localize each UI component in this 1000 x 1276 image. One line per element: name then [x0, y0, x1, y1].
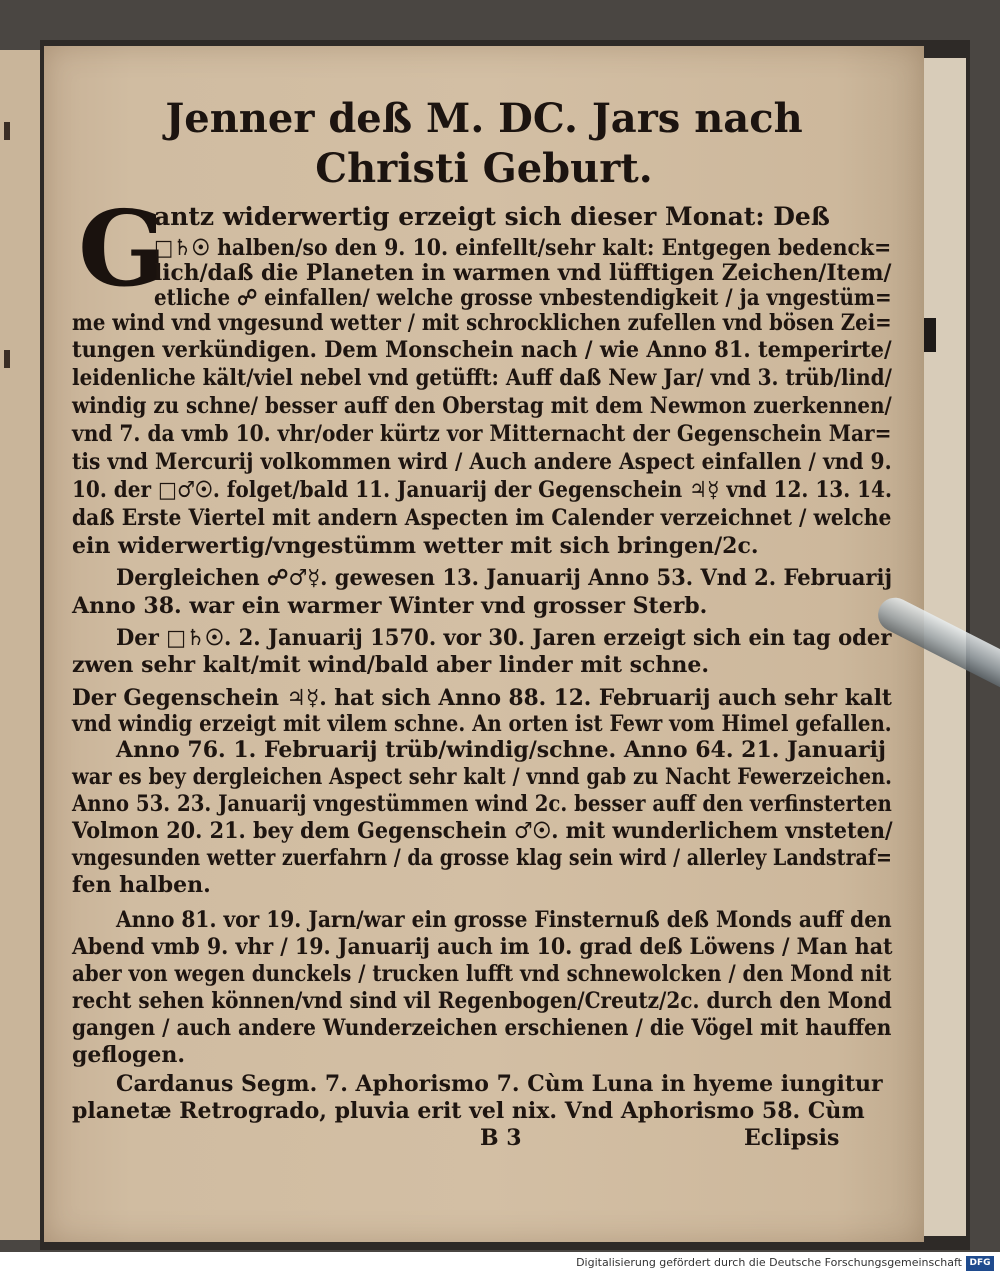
- footer-credit: Digitalisierung gefördert durch die Deutsche Forschungsgemeinschaft: [576, 1256, 962, 1269]
- text-line: leidenliche kält/viel nebel vnd getüfft: Auff daß New Jar/ vnd 3. trüb/lind/: [72, 365, 892, 391]
- catchword: Eclipsis: [744, 1125, 840, 1151]
- text-line: Der Gegenschein ♃☿. hat sich Anno 88. 12. Februarij auch sehr kalt: [72, 685, 892, 711]
- text-line: Anno 53. 23. Januarij vngestümmen wind 2c. besser auff den verfinsterten: [72, 791, 892, 817]
- text-line: Anno 76. 1. Februarij trüb/windig/schne. Anno 64. 21. Januarij: [116, 737, 886, 763]
- text-line: vnd 7. da vmb 10. vhr/oder kürtz vor Mitternacht der Gegenschein Mar=: [72, 421, 892, 447]
- facing-page-text-fragment: [4, 122, 10, 140]
- text-line: Anno 38. war ein warmer Winter vnd grosser Sterb.: [72, 593, 708, 619]
- text-line: lich/daß die Planeten in warmen vnd lüfftigen Zeichen/Item/: [154, 260, 892, 286]
- text-line: etliche ☍ einfallen/ welche grosse vnbestendigkeit / ja vngestüm=: [154, 285, 892, 311]
- book-page: [44, 46, 924, 1242]
- text-line: Abend vmb 9. vhr / 19. Januarij auch im 10. grad deß Löwens / Man hat: [72, 934, 893, 960]
- text-line: Cardanus Segm. 7. Aphorismo 7. Cùm Luna in hyeme iungitur: [116, 1071, 883, 1097]
- text-line: antz widerwertig erzeigt sich dieser Monat: Deß: [154, 202, 830, 231]
- page-clip: [924, 318, 936, 352]
- text-line: recht sehen können/vnd sind vil Regenbogen/Creutz/2c. durch den Mond: [72, 988, 892, 1014]
- text-line: daß Erste Viertel mit andern Aspecten im Calender verzeichnet / welche: [72, 505, 892, 531]
- text-line: 10. der □♂☉. folget/bald 11. Januarij der Gegenschein ♃☿ vnd 12. 13. 14.: [72, 477, 892, 503]
- decorated-initial: G: [78, 187, 167, 310]
- signature-mark: B 3: [480, 1125, 522, 1151]
- text-line: vngesunden wetter zuerfahrn / da grosse klag sein wird / allerley Landstraf=: [72, 845, 893, 871]
- text-line: Anno 81. vor 19. Jarn/war ein grosse Finsternuß deß Monds auff den: [116, 907, 892, 933]
- footer-bar: [0, 1252, 1000, 1276]
- text-line: war es bey dergleichen Aspect sehr kalt / vnnd gab zu Nacht Fewerzeichen.: [72, 764, 892, 790]
- dfg-logo: DFG: [966, 1256, 994, 1271]
- text-line: tungen verkündigen. Dem Monschein nach / wie Anno 81. temperirte/: [72, 337, 892, 363]
- text-line: □♄☉ halben/so den 9. 10. einfellt/sehr kalt: Entgegen bedenck=: [154, 235, 892, 261]
- facing-page-edge: [0, 50, 42, 1240]
- page-title-line-1: Jenner deß M. DC. Jars nach: [165, 95, 803, 142]
- text-line: ein widerwertig/vngestümm wetter mit sich bringen/2c.: [72, 533, 759, 559]
- text-line: me wind vnd vngesund wetter / mit schrocklichen zufellen vnd bösen Zei=: [72, 310, 892, 336]
- text-line: Volmon 20. 21. bey dem Gegenschein ♂☉. mit wunderlichem vnsteten/: [72, 818, 893, 844]
- page-title-line-2: Christi Geburt.: [315, 145, 653, 192]
- text-line: Der □♄☉. 2. Januarij 1570. vor 30. Jaren erzeigt sich ein tag oder: [116, 625, 892, 651]
- facing-page-text-fragment: [4, 350, 10, 368]
- text-line: geflogen.: [72, 1042, 186, 1068]
- text-line: gangen / auch andere Wunderzeichen erschienen / die Vögel mit hauffen: [72, 1015, 892, 1041]
- text-line: planetæ Retrogrado, pluvia erit vel nix. Vnd Aphorismo 58. Cùm: [72, 1098, 865, 1124]
- text-line: windig zu schne/ besser auff den Oberstag mit dem Newmon zuerkennen/: [72, 393, 892, 419]
- text-line: vnd windig erzeigt mit vilem schne. An orten ist Fewr vom Himel gefallen.: [72, 711, 892, 737]
- text-line: tis vnd Mercurij volkommen wird / Auch andere Aspect einfallen / vnd 9.: [72, 449, 892, 475]
- text-line: fen halben.: [72, 872, 211, 898]
- text-line: Dergleichen ☍♂☿. gewesen 13. Januarij Anno 53. Vnd 2. Februarij: [116, 565, 893, 591]
- text-line: aber von wegen dunckels / trucken lufft vnd schnewolcken / den Mond nit: [72, 961, 892, 987]
- text-line: zwen sehr kalt/mit wind/bald aber linder mit schne.: [72, 652, 710, 678]
